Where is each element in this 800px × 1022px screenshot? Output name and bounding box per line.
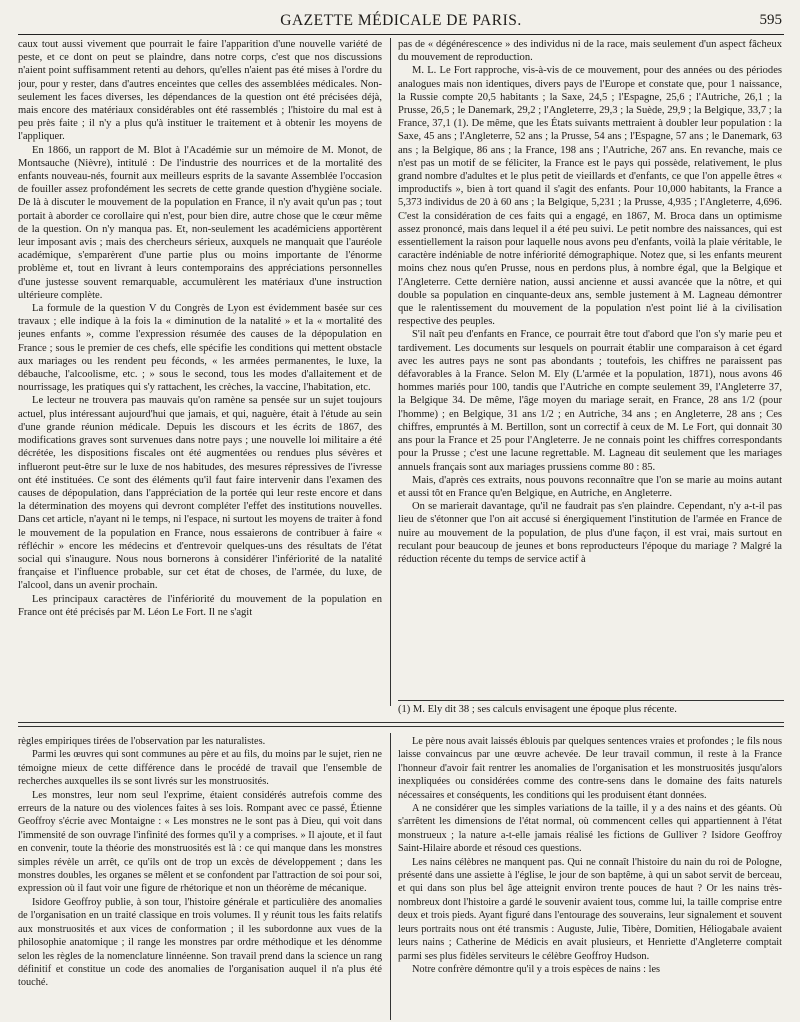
paragraph: Le père nous avait laissés éblouis par quelques sentences vraies et profondes ; le fils nous laisse convaincus par une œuvre achevée. De leur travail commun, il reste à la France l'honneur d'avoir fait rentrer les anomalies de l'organisation et les monstruosités jusqu'alors inexpliquées ou considérées comme des contre-sens dans le domaine des faits naturels nécessaires et conséquents, les conditions qui les produisent étant données.	[398, 736, 782, 801]
paragraph: Notre confrère démontre qu'il y a trois espèces de nains : les	[412, 963, 661, 975]
paragraph: pas de « dégénérescence » des individus ni de la race, mais seulement d'un aspect fâcheux du mouvement de reproduction.	[398, 39, 782, 64]
paragraph: En 1866, un rapport de M. Blot à l'Académie sur un mémoire de M. Monot, de Montsauche (Nièvre), intitulé : De l'industrie des nourrices et de la mortalité des enfants nouveau-nés, fournit aux meilleurs esprits de la savante Assemblée l'occasion de fouiller assez profondément les secrets de cette grande question d'hygiène sociale. De là à discuter le mouvement de la population en France, il n'y avait qu'un pas ; tout portait à aborder ce corollaire qui n'est, pour bien dire, autre chose que le cœur même de la question. On n'y manqua pas. Et, non-seulement les académiciens apportèrent leur imposant avis ; mais des chercheurs sérieux, auxquels ne manquait que l'auréole académique, s'emparèrent d'une partie plus ou moins importante de l'énorme problème et, tout en livrant à leurs contemporains des appréciations personnelles d'une justesse souvent remarquable, accumulèrent les matériaux d'une instruction ultérieure complète.	[18, 144, 382, 301]
page-header	[18, 8, 784, 35]
paragraph: règles empiriques tirées de l'observation par les naturalistes.	[18, 736, 266, 747]
section-rule	[18, 726, 784, 727]
paragraph: Les nains célèbres ne manquent pas. Qui ne connaît l'histoire du nain du roi de Pologne, présenté dans une assiette à l'église, le jour de son baptême, à qui un sabot servit de berceau, et qui dans son plus bel âge atteignit environ trente pouces de haut ? Or les nains très-nombreux dont l'histoire a gardé le souvenir avaient tous, comme lui, la taille comprise entre deux et trois pieds. Ayant figuré dans l'entourage des souverains, leur signalement et souvent leurs portraits nous ont été transmis : Auguste, Julie, Tibère, Domitien, Héliogabale avaient leurs nains ; Catherine de Médicis en avait plusieurs, et Henriette d'Angleterre comptait parmi ses plus fidèles serviteurs le célèbre Geoffroy Hudson.	[398, 856, 782, 962]
paragraph: Le lecteur ne trouvera pas mauvais qu'on ramène sa pensée sur un sujet toujours actuel, plus intéressant aujourd'hui que jamais, et qui, naguère, était à l'étude au sein d'une grande réunion médicale. Depuis les discours et les écrits de 1867, des modifications graves sont survenues dans notre pays ; une nouvelle loi militaire a été décrétée, les dispositions fiscales ont été augmentées ou rendues plus sévères et influeront peut-être sur le luxe de nos habitudes, des mesures répressives de l'ivresse ont été instituées. Ce sont des éléments qu'il faut faire intervenir dans l'examen des causes de dépopulation, dans l'appréciation de la portée qui leur reste encore et dans la détermination des moyens qui devront compléter l'effet des institutions nouvelles. Dans cet article, n'ayant ni le temps, ni l'espace, ni surtout les moyens de traiter à fond le mouvement de la population en France, nous essaierons de contribuer à faire « réfléchir » encore les médecins et d'entrevoir quelques-uns des résultats de l'état social qui s'inaugure. Nous nous bornerons à considérer l'infériorité de la natalité française et l'influence probable, sur cet état de choses, de l'armée, du luxe, de l'alcool, dans un avenir prochain.	[18, 395, 382, 592]
column-divider	[390, 733, 391, 1020]
column-divider	[390, 38, 391, 706]
footnote: (1) M. Ely dit 38 ; ses calculs envisagent une époque plus récente.	[398, 704, 677, 715]
paragraph: M. L. Le Fort rapproche, vis-à-vis de ce mouvement, pour des années ou des périodes analogues mais non identiques, divers pays de l'Europe et constate que, pour 1 naissance, la Russie compte 20,5 habitants ; la Saxe, 24,5 ; l'Espagne, 25,6 ; l'Autriche, 26,1 ; la Prusse, 26,5 ; le Danemark, 29,2 ; l'Angleterre, 29,3 ; la Suède, 29,9 ; la Belgique, 33,7 ; la France, 37,1 (1). De même, que les États suivants mettraient à doubler leur population : la Saxe, 45 ans ; l'Angleterre, 52 ans ; la Prusse, 54 ans ; l'Espagne, 57 ans ; le Danemark, 63 ans ; la Belgique, 86 ans ; la France, 198 ans ; l'Autriche, 267 ans. En revanche, mais ce n'est pas un motif de se féliciter, la France est le pays qui possède, relativement, le plus grand nombre d'adultes et le plus petit de vieillards et d'enfants, ce que l'on appelle êtres « improductifs », bien à tort quand il s'agit des enfants. Pour 10,000 habitants, la France a 5,373 individus de 20 à 60 ans ; la Belgique, 5,231 ; la Prusse, 4,935 ; l'Angleterre, 4,696. C'est la considération de ces faits qui a engagé, en 1867, M. Broca dans un optimisme assez prononcé, mais dans lequel il a été peu suivi. Le petit nombre des naissances, qui est essentiellement la raison pour laquelle nous avons peu d'enfants, voilà la plaie véritable, le caractère indéniable de notre infériorité démographique. Notez que, si les enfants meurent moins chez nous qu'en Prusse, nous en perdons plus, à nombre égal, que la Belgique et l'Angleterre. Cette dernière nation, aussi ancienne et aussi avancée que la nôtre, et qui double sa population en cinquante-deux ans, semble justement à M. Lagneau démontrer que le ralentissement du mouvement de la population n'est point lié à la civilisation respective des peuples.	[398, 65, 782, 328]
footnote-rule	[398, 700, 784, 701]
upper-left-column	[18, 38, 382, 700]
paragraph: A ne considérer que les simples variations de la taille, il y a des nains et des géants. Où s'arrêtent les dimensions de l'état normal, où commencent celles qui appartiennent à l'état monstrueux ; la nature a-t-elle jamais réalisé les fictions de Gulliver ? Isidore Geoffroy Saint-Hilaire aborde et résoud ces questions.	[398, 803, 782, 855]
paragraph: Mais, d'après ces extraits, nous pouvons reconnaître que l'on se marie au moins autant et aussi tôt en France qu'en Belgique, en Autriche, en Angleterre.	[398, 474, 782, 499]
paragraph: Les monstres, leur nom seul l'exprime, étaient considérés autrefois comme des erreurs de la nature ou des violences faites à ses lois. Rompant avec ce passé, Étienne Geoffroy s'écrie avec Montaigne : « Les monstres ne le sont pas à Dieu, qui voit dans l'immensité de son ouvrage l'infinité des formes qu'il y a comprises. » Il ajoute, et il faut en convenir, toute la théorie des monstruosités est là : ce qui manque dans les monstres simples révèle un arrêt, ce qu'ils ont de trop un excès de développement ; dans les monstres doubles, les organes se mêlent et se confondent par l'attraction de soi pour soi, expression où il faut voir une figure de rhétorique et non un théorème de mécanique.	[18, 789, 382, 895]
page-number: 595	[759, 12, 782, 28]
paragraph: Isidore Geoffroy publie, à son tour, l'histoire générale et particulière des anomalies de l'organisation en un traité classique en trois volumes. Il y réunit tous les faits relatifs aux monstruosités et aux vices de conformation ; il les subordonne aux vues de la philosophie anatomique ; il range les monstres par ordre méthodique et les dénomme selon les règles de la nomenclature linnéenne. Son travail prend dans la science un rang définitif et constitue un code des anomalies de l'organisation auquel il n'a plus été touché.	[18, 896, 382, 989]
paragraph: La formule de la question V du Congrès de Lyon est évidemment basée sur ces travaux ; elle indique à la fois la « diminution de la natalité » et la « mortalité des jeunes enfants », comme l'expression résumée des causes de la dépopulation en France ; sous le premier de ces chefs, elle spécifie les conditions qui mettent obstacle aux mariages ou les rendent peu féconds, « les armées permanentes, le luxe, la débauche, l'alcoolisme, etc. ; » sous le second, tous les modes d'allaitement et de nourrissage, les pratiques qui s'y rattachent, les crèches, la vaccine, l'habitation, etc.	[18, 303, 382, 394]
paragraph: Parmi les œuvres qui sont communes au père et au fils, du moins par le sujet, rien ne témoigne mieux de cette différence dans le procédé de travail que l'ensemble de recherches auxquelles ils se sont livrés sur les monstruosités.	[18, 749, 382, 788]
section-rule	[18, 722, 784, 723]
lower-left-column	[18, 735, 382, 1019]
upper-right-column	[398, 38, 782, 700]
paragraph: caux tout aussi vivement que pourrait le faire l'apparition d'une nouvelle variété de peste, et ce dont on peut se plaindre, dans notre corps, c'est que nos discussions n'aient point suffisamment retenti au dehors, qu'elles n'aient pas été mises à l'ordre du jour, pour y rester, dans d'autres enceintes que celles des assemblées médicales. Non-seulement les faces diverses, les dépendances de la question ont été précisées déjà, mais encore des matériaux considérables ont été rassemblés ; l'histoire du mal est à peu près faite ; il n'y a plus qu'à instituer le traitement et à obtenir les moyens de l'appliquer.	[18, 39, 382, 143]
journal-title: GAZETTE MÉDICALE DE PARIS.	[280, 12, 522, 29]
paragraph: Les principaux caractères de l'infériorité du mouvement de la population en France ont été précisés par M. Léon Le Fort. Il ne s'agit	[18, 593, 382, 618]
paragraph: On se marierait davantage, qu'il ne faudrait pas s'en plaindre. Cependant, n'y a-t-il pas lieu de s'étonner que l'on ait accusé si énergiquement l'institution de l'armée en France de nuire au mouvement de la population, de plus d'une façon, il est vrai, mais surtout en reculant pour beaucoup de jeunes et bons reproducteurs l'époque du mariage ? Malgré la réduction récente du temps de service actif à	[398, 501, 782, 565]
lower-right-column	[398, 735, 782, 1019]
paragraph: S'il naît peu d'enfants en France, ce pourrait être tout d'abord que l'on s'y marie peu et tardivement. Les documents sur lesquels on pourrait établir une comparaison à cet égard avec les autres pays ne sont pas abondants ; toutefois, les chiffres ne paraissent pas défavorables à la France. Selon M. Ely (L'armée et la population, 1871), nous avons 46 hommes mariés pour 100, tandis que l'Autriche en compte seulement 39, l'Angleterre 37, la Belgique 34. De même, l'âge moyen du mariage serait, en France, 28 ans 1/2 (pour l'homme) ; en Belgique, 31 ans 1/2 ; en Autriche, 34 ans ; en Angleterre, 28 ans ; Ces chiffres, empruntés à M. Bertillon, sont un correctif à ceux de M. Le Fort, qui donnait 30 ans pour la France et 25 pour l'Angleterre. Je ne connais point les chiffres correspondants pour la Prusse ; c'est une lacune regrettable. M. Lagneau dit seulement que les mariages annuels français sont aux mariages prussiens comme 80 : 85.	[398, 329, 782, 473]
